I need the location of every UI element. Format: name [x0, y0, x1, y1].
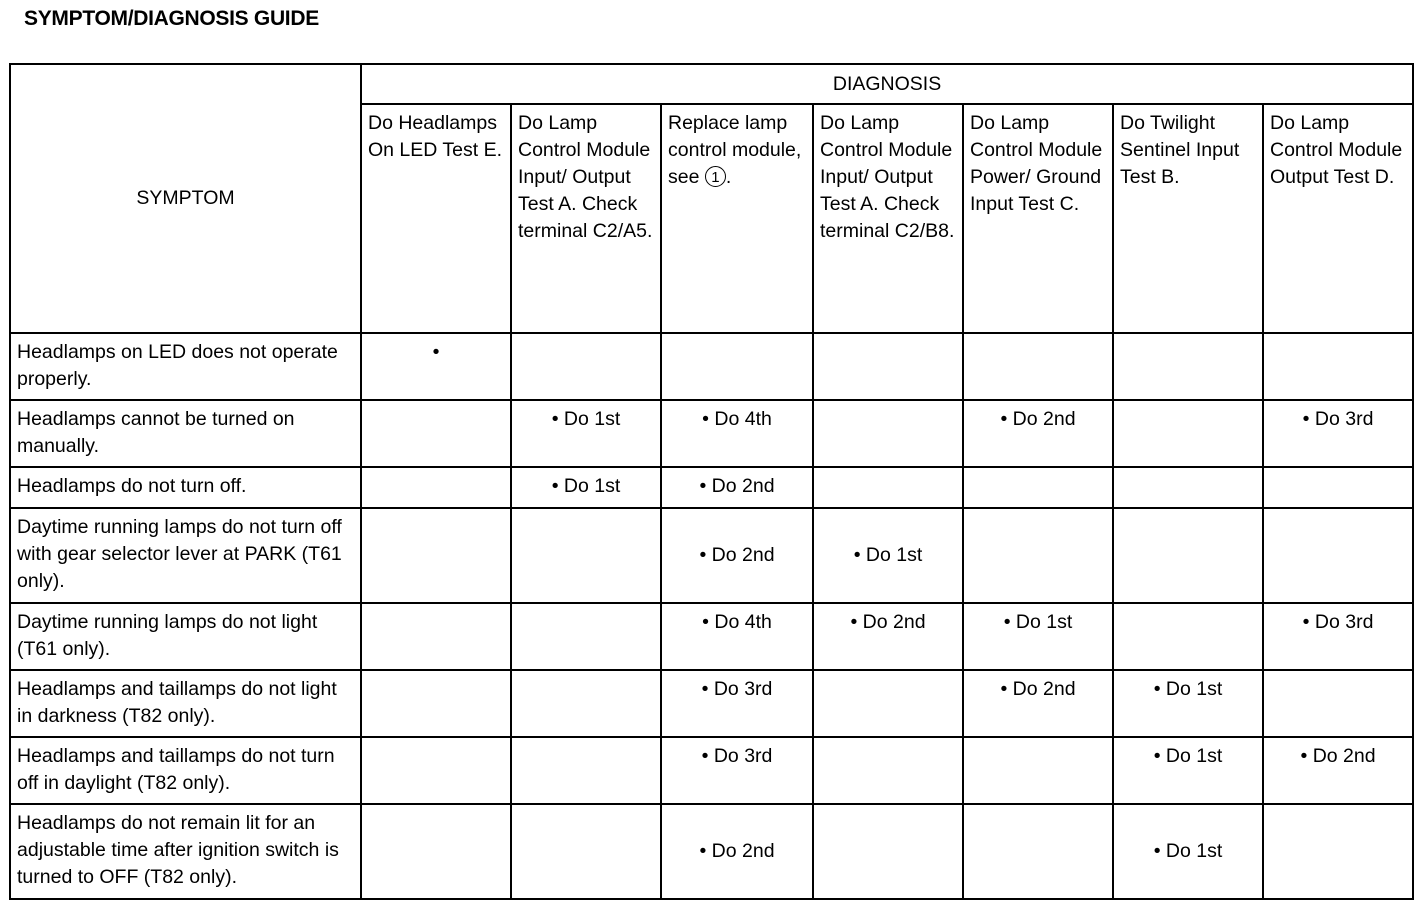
diagnosis-cell: • Do 2nd	[661, 467, 813, 508]
diagnosis-cell	[361, 508, 511, 603]
diagnosis-cell	[813, 333, 963, 400]
symptom-cell: Headlamps and taillamps do not light in darkness (T82 only).	[10, 670, 361, 737]
diagnosis-cell	[511, 737, 661, 804]
diagnosis-cell: • Do 3rd	[1263, 400, 1413, 467]
table-row	[10, 508, 1413, 603]
diagnosis-column-header: Do Lamp Control Module Input/ Output Test A. Check terminal C2/A5.	[511, 104, 661, 333]
diagnosis-cell	[1263, 670, 1413, 737]
diagnosis-cell	[361, 467, 511, 508]
symptom-diagnosis-table	[9, 63, 1414, 900]
table-row	[10, 467, 1413, 508]
diagnosis-column-header: Do Lamp Control Module Power/ Ground Input Test C.	[963, 104, 1113, 333]
diagnosis-cell: • Do 4th	[661, 603, 813, 670]
diagnosis-cell	[813, 804, 963, 899]
diagnosis-cell: • Do 1st	[1113, 804, 1263, 899]
diagnosis-cell: • Do 3rd	[1263, 603, 1413, 670]
diagnosis-cell: • Do 3rd	[661, 737, 813, 804]
symptom-cell: Headlamps on LED does not operate properly.	[10, 333, 361, 400]
diagnosis-cell: • Do 3rd	[661, 670, 813, 737]
diagnosis-cell	[361, 804, 511, 899]
diagnosis-cell: • Do 2nd	[963, 670, 1113, 737]
symptom-column-header: SYMPTOM	[10, 64, 361, 333]
diagnosis-cell: • Do 2nd	[661, 508, 813, 603]
table-row	[10, 670, 1413, 737]
page-title: SYMPTOM/DIAGNOSIS GUIDE	[24, 7, 319, 30]
diagnosis-cell	[963, 467, 1113, 508]
column-label-end: .	[725, 166, 732, 188]
diagnosis-cell	[361, 670, 511, 737]
table-row	[10, 603, 1413, 670]
symptom-cell: Daytime running lamps do not light (T61 only).	[10, 603, 361, 670]
table-row	[10, 737, 1413, 804]
diagnosis-cell	[511, 804, 661, 899]
diagnosis-cell	[1113, 603, 1263, 670]
circled-reference-icon: 1	[705, 166, 726, 187]
diagnosis-cell	[963, 804, 1113, 899]
symptom-cell: Headlamps do not remain lit for an adjustable time after ignition switch is turned to OFF (T82 only).	[10, 804, 361, 899]
diagnosis-cell	[511, 508, 661, 603]
diagnosis-cell: • Do 2nd	[813, 603, 963, 670]
diagnosis-cell	[813, 467, 963, 508]
diagnosis-cell: • Do 2nd	[963, 400, 1113, 467]
diagnosis-cell	[963, 333, 1113, 400]
table-row	[10, 333, 1413, 400]
diagnosis-cell	[1113, 400, 1263, 467]
table-row	[10, 804, 1413, 899]
diagnosis-cell	[963, 508, 1113, 603]
diagnosis-cell: • Do 1st	[511, 467, 661, 508]
diagnosis-cell: • Do 1st	[963, 603, 1113, 670]
diagnosis-cell: • Do 4th	[661, 400, 813, 467]
diagnosis-cell	[361, 603, 511, 670]
diagnosis-column-header	[661, 104, 813, 333]
symptom-cell: Daytime running lamps do not turn off with gear selector lever at PARK (T61 only).	[10, 508, 361, 603]
table-row	[10, 400, 1413, 467]
diagnosis-cell	[1113, 467, 1263, 508]
diagnosis-cell	[1263, 333, 1413, 400]
diagnosis-cell	[661, 333, 813, 400]
diagnosis-cell: • Do 2nd	[661, 804, 813, 899]
diagnosis-column-header: Do Lamp Control Module Output Test D.	[1263, 104, 1413, 333]
diagnosis-cell	[1263, 804, 1413, 899]
diagnosis-cell: • Do 2nd	[1263, 737, 1413, 804]
diagnosis-column-header: Do Twilight Sentinel Input Test B.	[1113, 104, 1263, 333]
diagnosis-header: DIAGNOSIS	[361, 64, 1413, 104]
symptom-cell: Headlamps cannot be turned on manually.	[10, 400, 361, 467]
diagnosis-cell	[361, 400, 511, 467]
symptom-cell: Headlamps and taillamps do not turn off in daylight (T82 only).	[10, 737, 361, 804]
diagnosis-cell	[813, 737, 963, 804]
diagnosis-column-header: Do Lamp Control Module Input/ Output Test A. Check terminal C2/B8.	[813, 104, 963, 333]
symptom-cell: Headlamps do not turn off.	[10, 467, 361, 508]
diagnosis-cell: • Do 1st	[1113, 670, 1263, 737]
diagnosis-cell	[511, 670, 661, 737]
diagnosis-cell	[963, 737, 1113, 804]
diagnosis-cell	[1263, 467, 1413, 508]
diagnosis-cell	[813, 400, 963, 467]
diagnosis-cell: • Do 1st	[511, 400, 661, 467]
diagnosis-cell	[1263, 508, 1413, 603]
diagnosis-cell	[1113, 508, 1263, 603]
diagnosis-cell	[813, 670, 963, 737]
diagnosis-cell	[511, 333, 661, 400]
table-header-row	[10, 64, 1413, 104]
column-label: Replace lamp control module, see	[668, 112, 802, 188]
diagnosis-cell	[511, 603, 661, 670]
diagnosis-cell: •	[361, 333, 511, 400]
diagnosis-cell	[361, 737, 511, 804]
diagnosis-cell: • Do 1st	[1113, 737, 1263, 804]
diagnosis-column-header: Do Headlamps On LED Test E.	[361, 104, 511, 333]
diagnosis-cell: • Do 1st	[813, 508, 963, 603]
diagnosis-cell	[1113, 333, 1263, 400]
